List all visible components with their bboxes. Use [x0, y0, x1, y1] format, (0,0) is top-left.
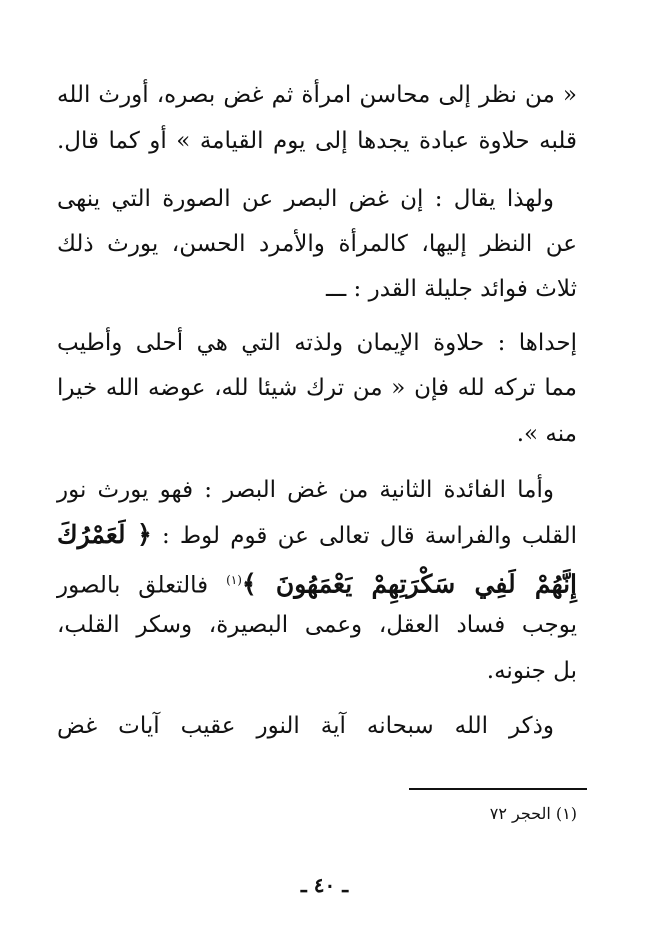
p1-line-2: قلبه حلاوة عبادة يجدها إلى يوم القيامة » أو كما قال.: [57, 128, 577, 154]
p3-line-1: إحداها : حلاوة الإيمان ولذته التي هي أحلى وأطيب: [57, 330, 577, 356]
p4-line-2: [57, 520, 577, 551]
p3-line-3: منه ».: [516, 421, 577, 447]
quran-verse-start: ﴿ لَعَمْرُكَ: [57, 520, 152, 549]
p3-line-2: مما تركه لله فإن « من ترك شيئا لله، عوضه الله خيرا: [57, 375, 577, 401]
p4-line-5: بل جنونه.: [486, 658, 577, 684]
p4-line-1: وأما الفائدة الثانية من غض البصر : فهو يورث نور: [57, 477, 554, 503]
p2-line-1: ولهذا يقال : إن غض البصر عن الصورة التي ينهى: [57, 186, 554, 212]
p5-line-1: وذكر الله سبحانه آية النور عقيب آيات غض: [57, 713, 554, 739]
p2-line-2: عن النظر إليها، كالمرأة والأمرد الحسن، يورث ذلك: [57, 231, 577, 257]
page-number: ـ ٤٠ ـ: [300, 873, 349, 897]
quran-verse-end: إِنَّهُمْ لَفِي سَكْرَتِهِمْ يَعْمَهُونَ ﴾: [241, 569, 577, 599]
footnote: (١) الحجر ٧٢: [489, 804, 577, 823]
p4-line-3: [57, 565, 577, 601]
p4-line-4: يوجب فساد العقل، وعمى البصيرة، وسكر القلب،: [57, 612, 577, 638]
p4-line-3-text: فالتعلق بالصور: [57, 572, 209, 599]
footnote-separator: [409, 788, 587, 790]
footnote-reference: (١): [226, 573, 242, 587]
p4-line-2-text: القلب والفراسة قال تعالى عن قوم لوط :: [161, 523, 578, 549]
p1-line-1: « من نظر إلى محاسن امرأة ثم غض بصره، أورث الله: [57, 82, 577, 108]
p2-line-3: ثلاث فوائد جليلة القدر : ـــ: [326, 276, 577, 302]
